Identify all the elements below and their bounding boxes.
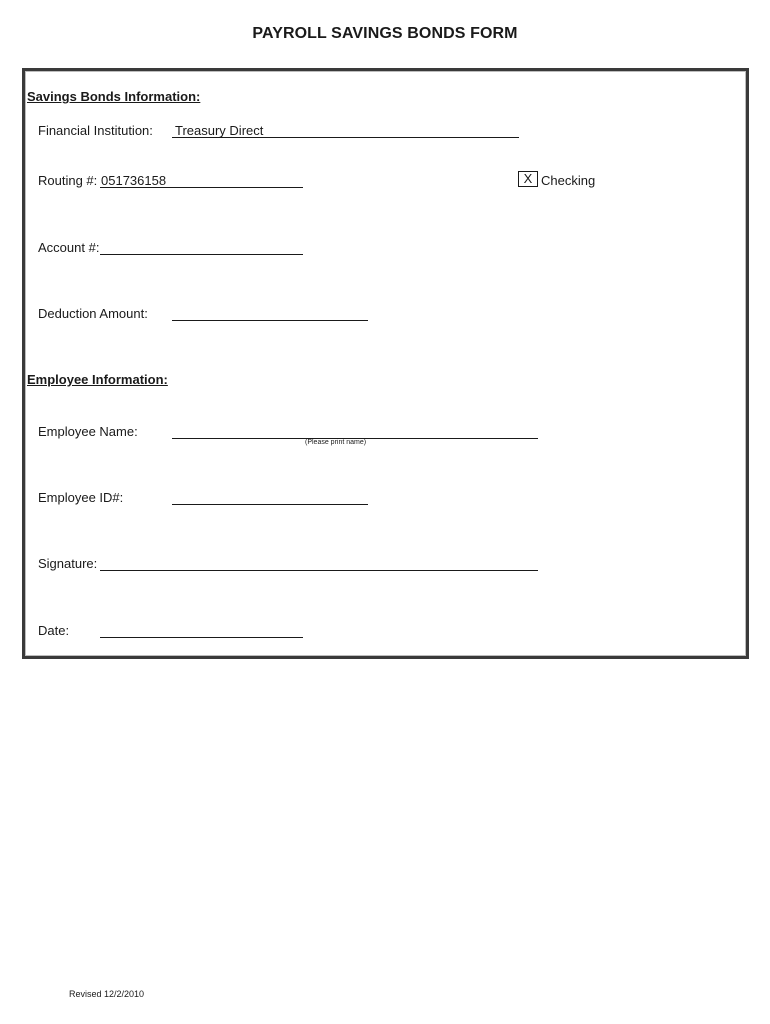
date-field[interactable] [100, 637, 303, 638]
deduction-amount-label: Deduction Amount: [38, 306, 148, 321]
checking-label: Checking [541, 173, 596, 188]
account-field[interactable] [100, 254, 303, 255]
employee-name-label: Employee Name: [38, 424, 138, 439]
signature-label: Signature: [38, 556, 98, 571]
signature-field[interactable] [100, 570, 538, 571]
routing-value[interactable]: 051736158 [101, 173, 167, 188]
savings-bonds-heading: Savings Bonds Information: [27, 89, 201, 104]
account-label: Account #: [38, 240, 100, 255]
routing-label: Routing #: [38, 173, 98, 188]
deduction-amount-field[interactable] [172, 320, 368, 321]
checking-checkbox[interactable]: X [518, 171, 538, 187]
routing-line [100, 187, 303, 188]
employee-info-heading: Employee Information: [27, 372, 168, 387]
employee-id-field[interactable] [172, 504, 368, 505]
revised-note: Revised 12/2/2010 [69, 989, 145, 999]
employee-name-hint: (Please print name) [305, 439, 367, 446]
form-title: PAYROLL SAVINGS BONDS FORM [252, 25, 518, 42]
employee-id-label: Employee ID#: [38, 490, 124, 505]
financial-institution-value[interactable]: Treasury Direct [175, 123, 264, 138]
date-label: Date: [38, 623, 70, 638]
financial-institution-label: Financial Institution: [38, 123, 153, 138]
financial-institution-line [172, 137, 519, 138]
